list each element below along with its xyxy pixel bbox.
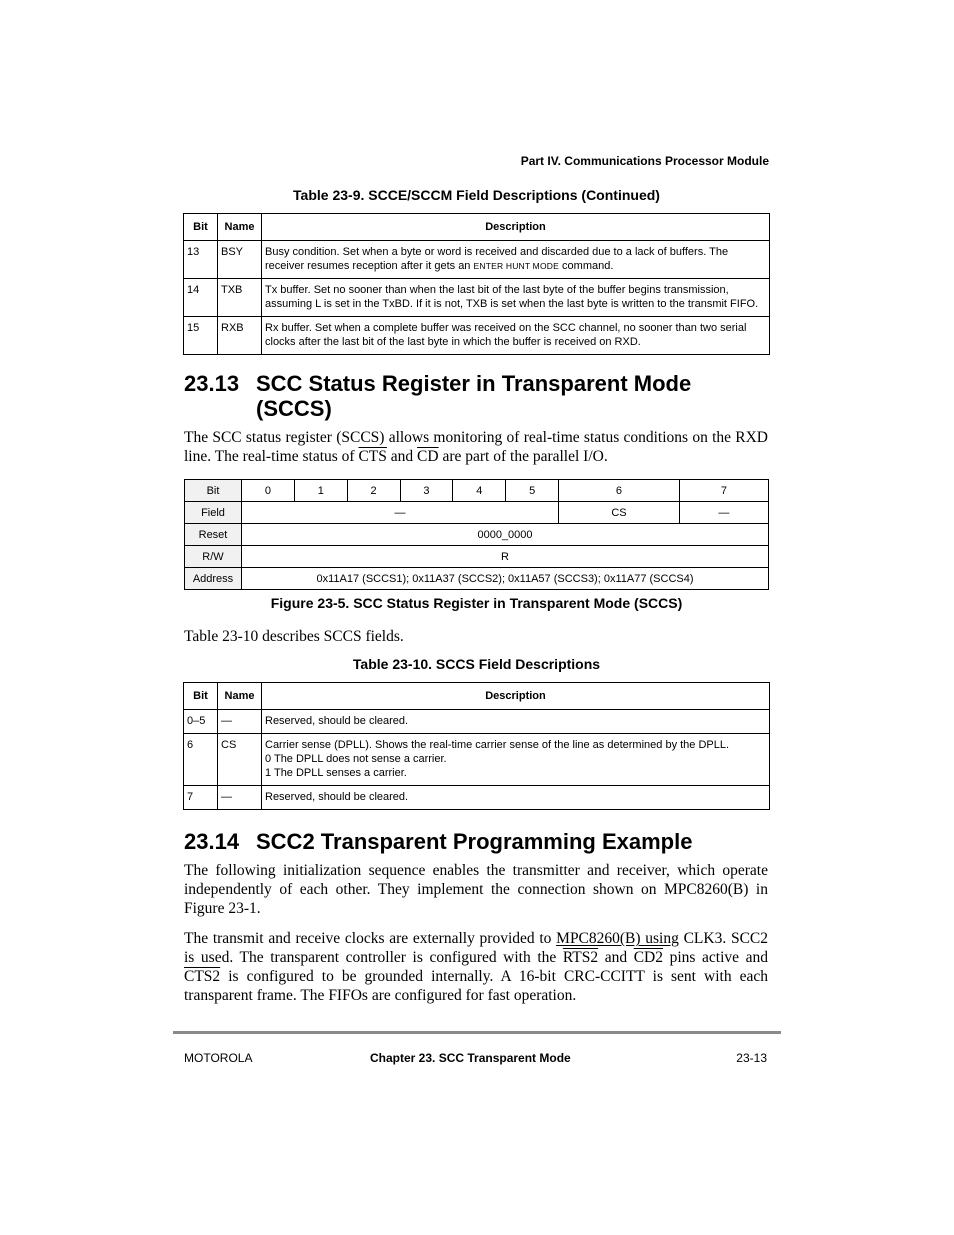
cell-description: Rx buffer. Set when a complete buffer was received on the SCC channel, no sooner than two serial clocks after the last bit of the last byte in which the buffer is received on RXD.	[262, 317, 770, 355]
register-bit-row	[185, 480, 769, 502]
table-reference-sentence: Table 23-10 describes SCCS fields.	[184, 628, 404, 645]
cell-name: TXB	[218, 279, 262, 317]
table-row	[184, 786, 770, 810]
cell-bit: 6	[184, 734, 218, 786]
col-bit: Bit	[184, 683, 218, 710]
table-row	[184, 710, 770, 734]
section-number: 23.13	[184, 371, 240, 396]
section-title-cont: (SCCS)	[256, 396, 332, 421]
address-value: 0x11A17 (SCCS1); 0x11A37 (SCCS2); 0x11A57 (SCCS3); 0x11A77 (SCCS4)	[242, 568, 769, 590]
footer-rule	[173, 1031, 781, 1034]
row-label: Field	[185, 502, 242, 524]
table-23-10-caption: Table 23-10. SCCS Field Descriptions	[352, 656, 601, 672]
section-23-14-heading	[184, 829, 692, 854]
cell-name: CS	[218, 734, 262, 786]
field-cs: CS	[559, 502, 680, 524]
cell-description: Tx buffer. Set no sooner than when the last bit of the last byte of the buffer begins transmission, assuming L is set in the TxBD. If it is not, TXB is set when the last byte is written to the transmit FIFO.	[262, 279, 770, 317]
bit-number: 2	[347, 480, 400, 502]
row-label: R/W	[185, 546, 242, 568]
cell-description: Busy condition. Set when a byte or word is received and discarded due to a lack of buffers. The receiver resumes reception after it gets an ENTER HUNT MODE command.	[262, 241, 770, 279]
signal-rts2: RTS2	[562, 949, 599, 966]
section-number: 23.14	[184, 829, 240, 854]
table-23-10	[183, 682, 770, 810]
table-header-row	[184, 683, 770, 710]
cell-name: —	[218, 710, 262, 734]
bit-number: 6	[559, 480, 680, 502]
cell-bit: 15	[184, 317, 218, 355]
footer-page-number: 23-13	[736, 1051, 767, 1065]
section-23-14-paragraph-2: The transmit and receive clocks are externally provided to MPC8260(B) using CLK3. SCC2 is used. The transparent controller is configured with the RTS2 and CD2 pins active and CTS2 is configured to be grounded internally. A 16-bit CRC-CCITT is sent with each transparent frame. The FIFOs are configured for fast operation.	[184, 930, 768, 1004]
bit-number: 0	[242, 480, 295, 502]
row-label: Bit	[185, 480, 242, 502]
table-header-row	[184, 214, 770, 241]
footer-left: MOTOROLA	[184, 1051, 253, 1065]
col-description: Description	[262, 683, 770, 710]
bit-number: 1	[294, 480, 347, 502]
small-caps-command: ENTER HUNT MODE	[473, 261, 559, 271]
table-row	[184, 317, 770, 355]
section-23-13-heading	[184, 371, 691, 421]
field-reserved: —	[242, 502, 559, 524]
table-23-9-caption: Table 23-9. SCCE/SCCM Field Descriptions (Continued)	[293, 187, 660, 203]
col-name: Name	[218, 214, 262, 241]
row-label: Reset	[185, 524, 242, 546]
table-row	[184, 279, 770, 317]
cell-name: BSY	[218, 241, 262, 279]
sccs-register-diagram	[184, 479, 769, 590]
table-row	[184, 734, 770, 786]
register-reset-row	[185, 524, 769, 546]
cell-description: Reserved, should be cleared.	[262, 710, 770, 734]
register-rw-row	[185, 546, 769, 568]
cell-description: Carrier sense (DPLL). Shows the real-time carrier sense of the line as determined by the DPLL. 0 The DPLL does not sense a carrier. 1 The DPLL senses a carrier.	[262, 734, 770, 786]
cell-description: Reserved, should be cleared.	[262, 786, 770, 810]
signal-cd2: CD2	[633, 949, 663, 966]
signal-cts2: CTS2	[184, 968, 221, 985]
table-23-9	[183, 213, 770, 355]
table-row	[184, 241, 770, 279]
bit-number: 4	[453, 480, 506, 502]
col-name: Name	[218, 683, 262, 710]
section-23-13-paragraph: The SCC status register (SCCS) allows monitoring of real-time status conditions on the RXD line. The real-time status of $\overline{CTS}$ and $\overline{CD}$ are part of the parallel I/O.	[184, 429, 768, 465]
register-field-row	[185, 502, 769, 524]
cell-name: RXB	[218, 317, 262, 355]
running-head: Part IV. Communications Processor Module	[520, 154, 769, 168]
signal-cts: $\overline{CTS}$	[358, 448, 387, 465]
col-description: Description	[262, 214, 770, 241]
field-reserved-bit7: —	[679, 502, 768, 524]
cell-bit: 13	[184, 241, 218, 279]
bit-number: 3	[400, 480, 453, 502]
rw-value: R	[242, 546, 769, 568]
reset-value: 0000_0000	[242, 524, 769, 546]
mpc8260-link[interactable]: MPC8260(B) using	[556, 930, 679, 947]
cell-bit: 14	[184, 279, 218, 317]
footer-chapter: Chapter 23. SCC Transparent Mode	[370, 1051, 571, 1065]
signal-cd: $\overline{CD}$	[417, 448, 439, 465]
section-title: SCC Status Register in Transparent Mode	[256, 371, 692, 396]
cell-bit: 7	[184, 786, 218, 810]
bit-number: 7	[679, 480, 768, 502]
section-23-14-paragraph-1: The following initialization sequence enables the transmitter and receiver, which operate independently of each other. They implement the connection shown on MPC8260(B) in Figure 23-1.	[184, 862, 768, 917]
cell-name: —	[218, 786, 262, 810]
cell-bit: 0–5	[184, 710, 218, 734]
bit-number: 5	[506, 480, 559, 502]
figure-23-5-caption: Figure 23-5. SCC Status Register in Transparent Mode (SCCS)	[270, 595, 683, 611]
register-address-row	[185, 568, 769, 590]
section-title: SCC2 Transparent Programming Example	[256, 829, 693, 854]
col-bit: Bit	[184, 214, 218, 241]
row-label: Address	[185, 568, 242, 590]
